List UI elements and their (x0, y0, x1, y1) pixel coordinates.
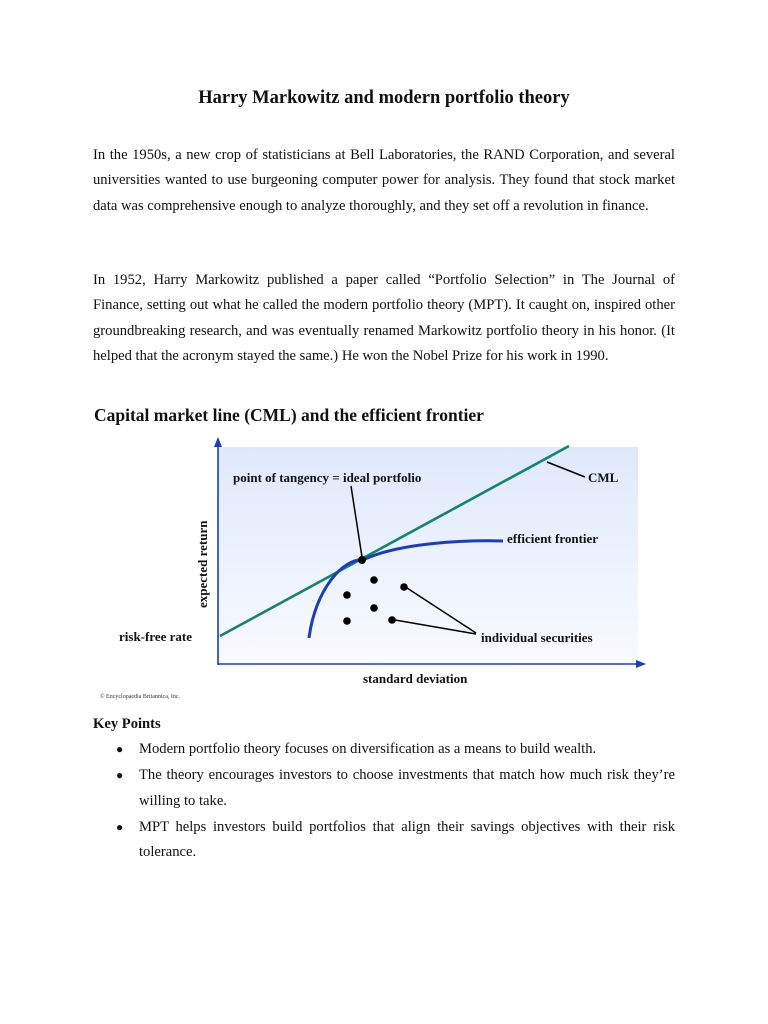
y-axis-arrow (214, 437, 222, 447)
tangency-point (358, 556, 366, 564)
bullet-icon: ● (116, 768, 124, 783)
security-dot (343, 617, 351, 625)
key-point-item (93, 737, 675, 762)
bullet-icon: ● (116, 742, 124, 756)
key-point-text: The theory encourages investors to choose investments that match how much risk they’re willing to take. (139, 767, 675, 809)
key-points-list (93, 737, 675, 866)
cml-label: CML (588, 470, 619, 485)
individual-securities-label: individual securities (481, 630, 593, 645)
cml-efficient-frontier-figure (93, 400, 653, 705)
security-dot (400, 583, 408, 591)
markowitz-paragraph: In 1952, Harry Markowitz published a paper called “Portfolio Selection” in The Journal of Finance, setting out what he called the modern portfolio theory (MPT). It caught on, inspired other groundbreaking research, and was eventually renamed Markowitz portfolio theory in his honor. (It helped that the acronym stayed the same.) He won the Nobel Prize for his work in 1990. (93, 272, 675, 364)
key-point-item (93, 815, 675, 866)
key-point-item (93, 763, 675, 814)
security-dot (388, 616, 396, 624)
x-axis-label: standard deviation (363, 671, 468, 686)
security-dot (343, 591, 351, 599)
figure-credit: © Encyclopaedia Britannica, Inc. (100, 694, 181, 700)
security-dot (370, 604, 378, 612)
cml-diagram (93, 400, 653, 705)
intro-paragraph: In the 1950s, a new crop of statisticians at Bell Laboratories, the RAND Corporation, and several universities wanted to use burgeoning computer power for analysis. They found that stock market data was comprehensive enough to analyze thoroughly, and they set off a revolution in finance. (93, 147, 675, 214)
bullet-icon: ● (116, 819, 124, 834)
key-points-heading: Key Points (93, 716, 161, 732)
risk-free-rate-label: risk-free rate (119, 629, 193, 644)
key-point-text: Modern portfolio theory focuses on diversification as a means to build wealth. (139, 741, 597, 757)
figure-title: Capital market line (CML) and the efficient frontier (94, 405, 484, 425)
efficient-frontier-label: efficient frontier (507, 531, 599, 546)
x-axis-arrow (636, 660, 646, 668)
document-title: Harry Markowitz and modern portfolio theory (198, 88, 570, 108)
tangency-label: point of tangency = ideal portfolio (233, 470, 422, 485)
y-axis-label: expected return (195, 520, 210, 608)
security-dot (370, 576, 378, 584)
key-point-text: MPT helps investors build portfolios that align their savings objectives with their risk tolerance. (139, 818, 675, 861)
